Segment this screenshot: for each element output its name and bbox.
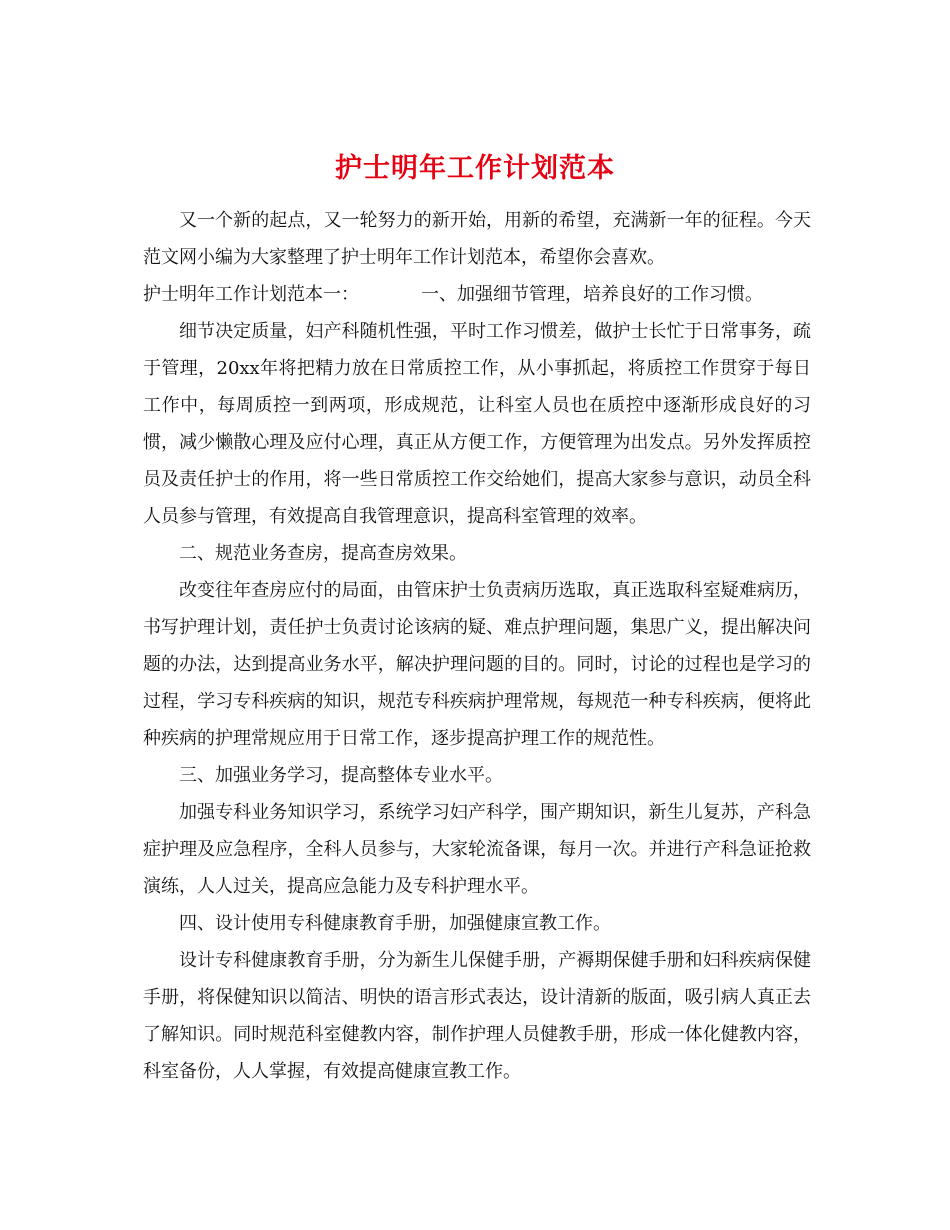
document-title: 护士明年工作计划范本 (335, 153, 615, 185)
section1-body: 细节决定质量，妇产科随机性强，平时工作习惯差，做护士长忙于日常事务，疏于管理，20xx年将把精力放在日常质控工作，从小事抓起，将质控工作贯穿于每日工作中，每周质控一到两项，形成规范，让科室人员也在质控中逐渐形成良好的习惯，减少懒散心理及应付心理，真正从方便工作，方便管理为出发点。另外发挥质控员及责任护士的作用，将一些日常质控工作交给她们，提高大家参与意识，动员全科人员参与管理，有效提高自我管理意识，提高科室管理的效率。 (143, 321, 811, 527)
section4-body: 设计专科健康教育手册，分为新生儿保健手册，产褥期保健手册和妇科疾病保健手册，将保健知识以简洁、明快的语言形式表达，设计清新的版面，吸引病人真正去了解知识。同时规范科室健教内容，制作护理人员健教手册，形成一体化健教内容，科室备份，人人掌握，有效提高健康宣教工作。 (143, 950, 811, 1082)
sample-line (143, 276, 811, 313)
section2-heading: 二、规范业务查房，提高查房效果。 (179, 543, 467, 564)
sample-label: 护士明年工作计划范本一： (143, 284, 359, 305)
section3-body: 加强专科业务知识学习，系统学习妇产科学，围产期知识，新生儿复苏，产科急症护理及应急程序，全科人员参与，大家轮流备课，每月一次。并进行产科急证抢救演练，人人过关，提高应急能力及专科护理水平。 (143, 802, 811, 897)
section4-heading: 四、设计使用专科健康教育手册，加强健康宣教工作。 (179, 913, 611, 934)
document-body (143, 202, 811, 1090)
intro-paragraph: 又一个新的起点，又一轮努力的新开始，用新的希望，充满新一年的征程。今天范文网小编为大家整理了护士明年工作计划范本，希望你会喜欢。 (143, 210, 811, 268)
section2-body: 改变往年查房应付的局面，由管床护士负责病历选取，真正选取科室疑难病历，书写护理计划，责任护士负责讨论该病的疑、难点护理问题，集思广义，提出解决问题的办法，达到提高业务水平，解决护理问题的目的。同时，讨论的过程也是学习的过程，学习专科疾病的知识，规范专科疾病护理常规，每规范一种专科疾病，便将此种疾病的护理常规应用于日常工作，逐步提高护理工作的规范性。 (143, 580, 811, 749)
section1-heading: 一、加强细节管理，培养良好的工作习惯。 (421, 284, 763, 305)
section3-heading: 三、加强业务学习，提高整体专业水平。 (179, 765, 503, 786)
